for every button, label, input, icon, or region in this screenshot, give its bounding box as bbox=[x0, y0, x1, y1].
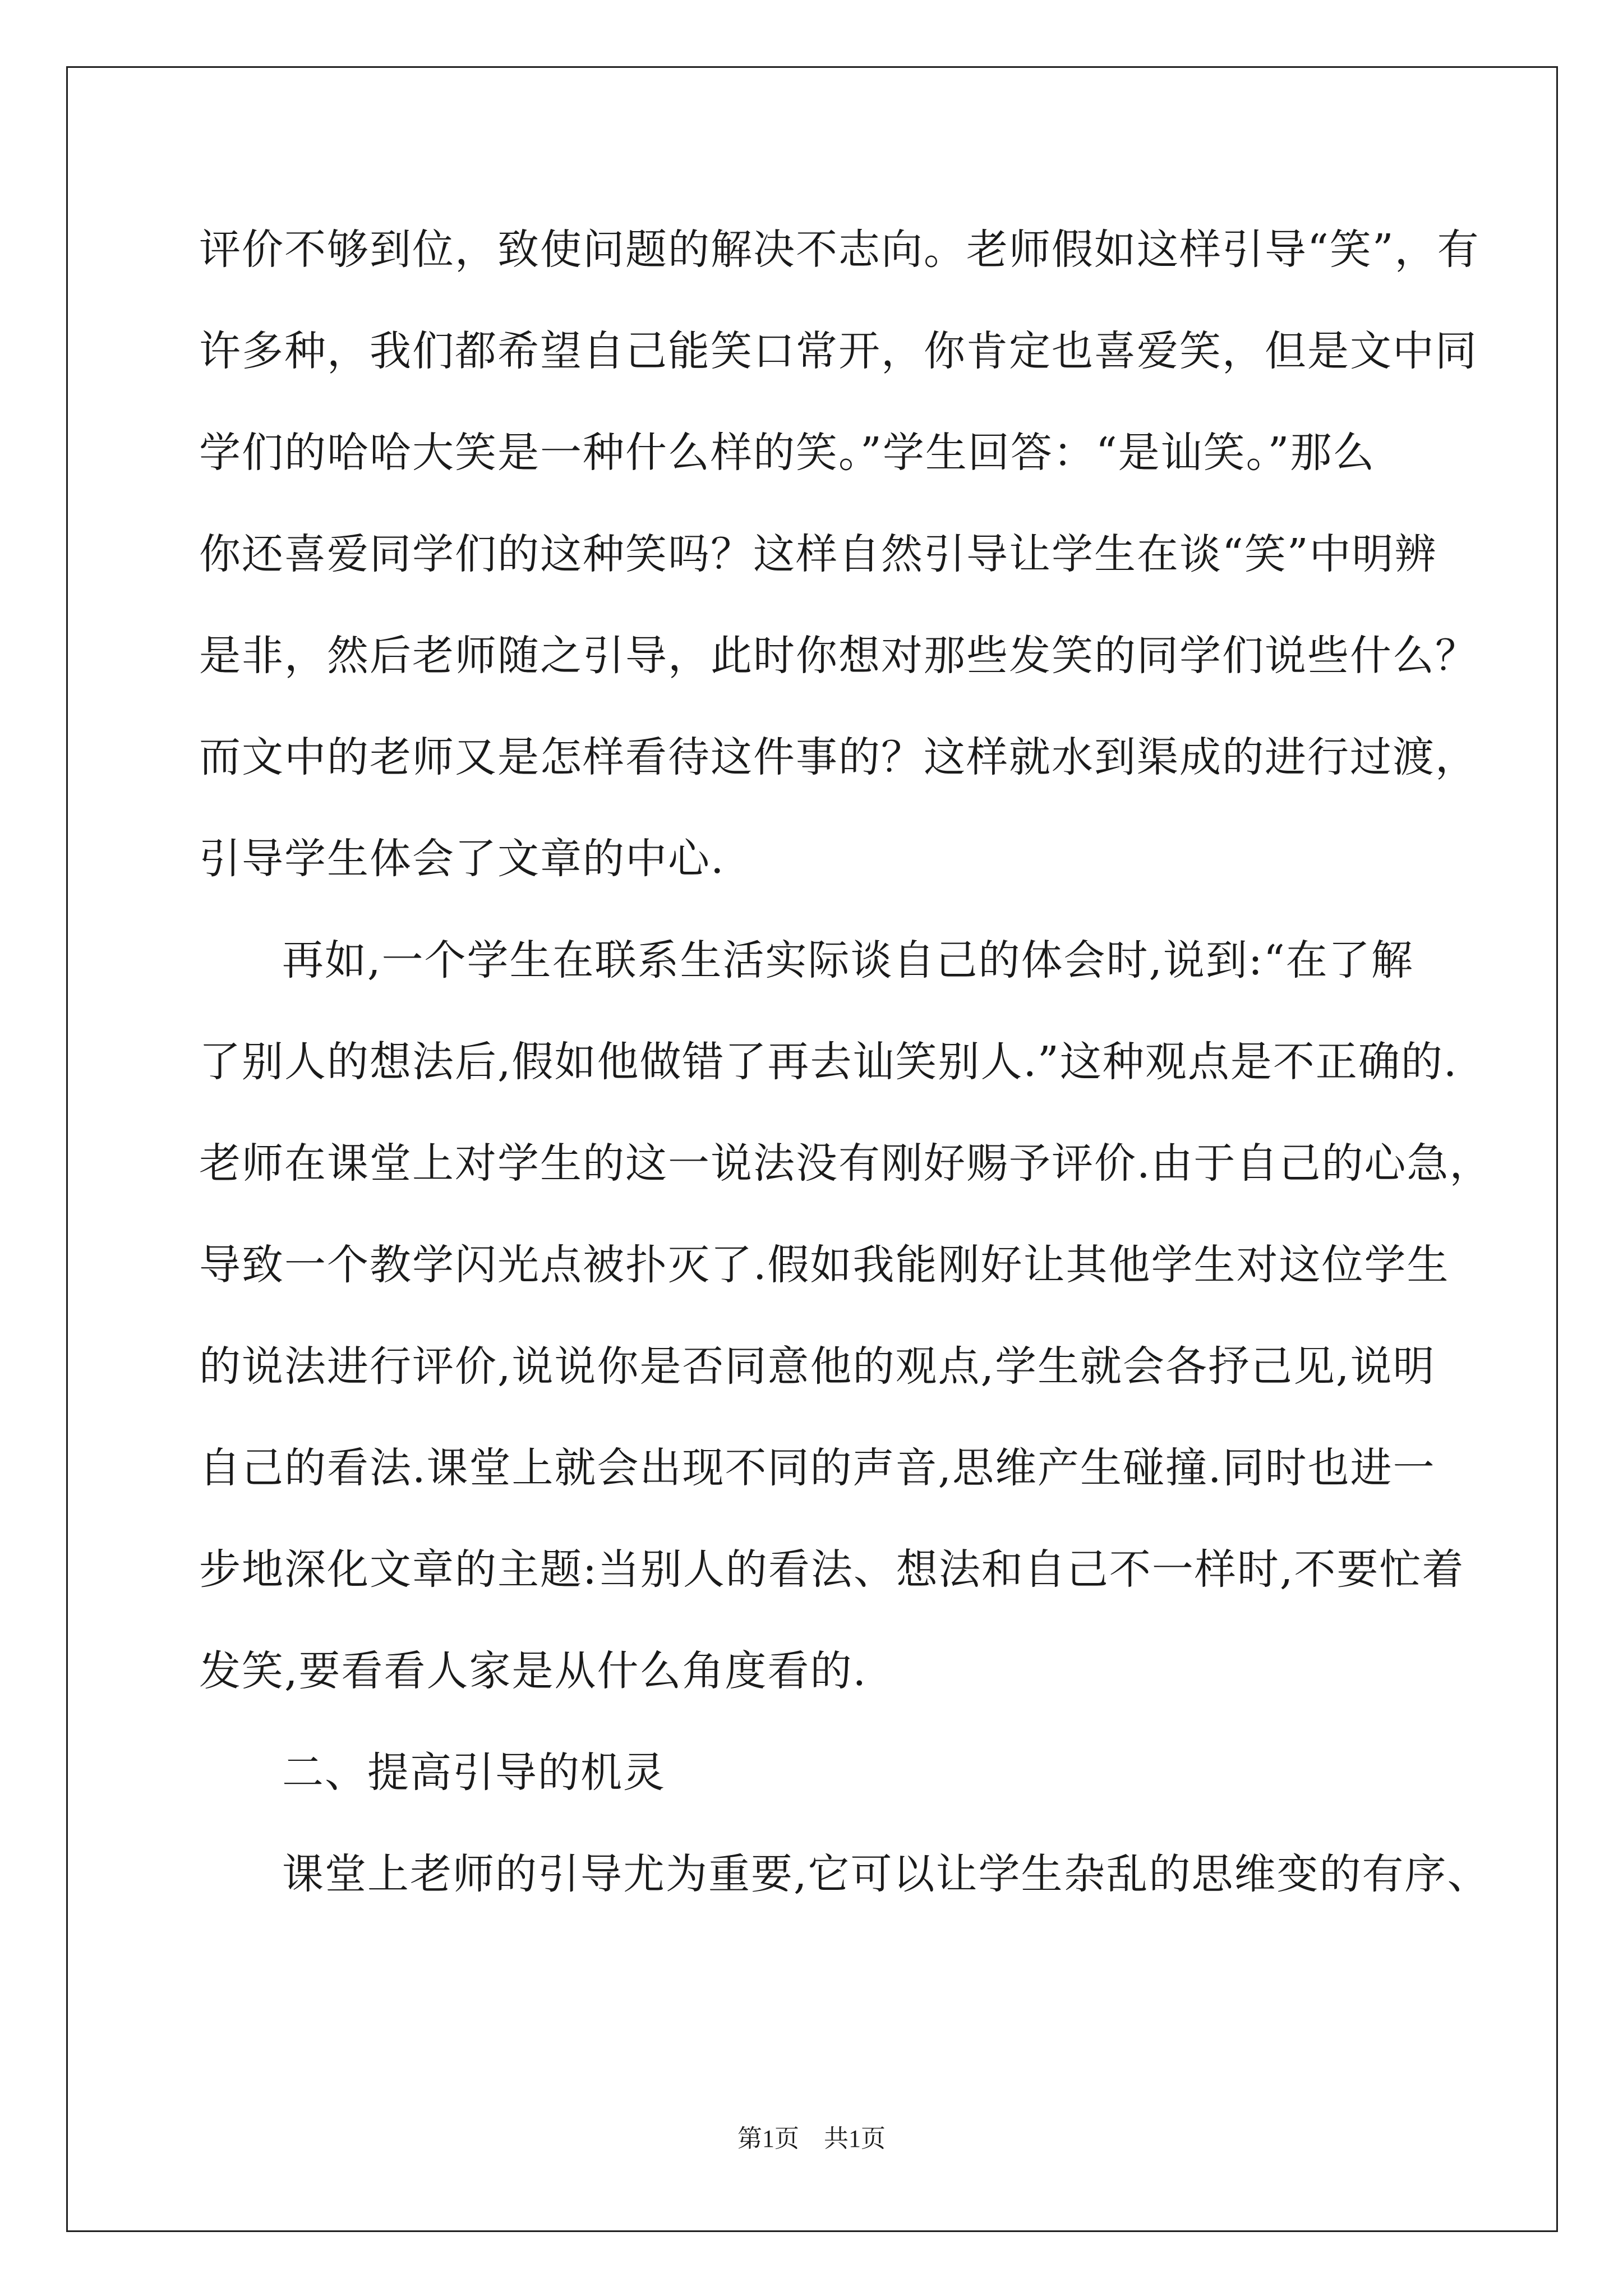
body-text-line: 自己的看法.课堂上就会出现不同的声音,思维产生碰撞.同时也进一 bbox=[199, 1444, 1436, 1492]
paragraph-first-line: 再如,一个学生在联系生活实际谈自己的体会时,说到:“在了解 bbox=[282, 936, 1414, 984]
paragraph-first-line: 课堂上老师的引导尤为重要,它可以让学生杂乱的思维变的有序、 bbox=[282, 1850, 1490, 1898]
body-text-line: 发笑,要看看人家是从什么角度看的. bbox=[199, 1647, 868, 1695]
body-text-line: 而文中的老师又是怎样看待这件事的？这样就水到渠成的进行过渡， bbox=[199, 733, 1478, 781]
body-text-line: 引导学生体会了文章的中心. bbox=[199, 835, 725, 883]
body-text-line: 评价不够到位，致使问题的解决不志向。老师假如这样引导“笑”，有 bbox=[199, 226, 1480, 274]
body-text-line: 是非，然后老师随之引导，此时你想对那些发笑的同学们说些什么？ bbox=[199, 632, 1478, 680]
page-number-footer: 第1页 共1页 bbox=[737, 2125, 886, 2152]
body-text-line: 许多种，我们都希望自己能笑口常开，你肯定也喜爱笑，但是文中同 bbox=[199, 327, 1478, 375]
body-text-line: 步地深化文章的主题:当别人的看法、想法和自己不一样时,不要忙着 bbox=[199, 1545, 1465, 1594]
body-text-line: 你还喜爱同学们的这种笑吗？这样自然引导让学生在谈“笑”中明辨 bbox=[199, 530, 1437, 578]
body-text-line: 导致一个教学闪光点被扑灭了.假如我能刚好让其他学生对这位学生 bbox=[199, 1241, 1450, 1289]
body-text-line: 学们的哈哈大笑是一种什么样的笑。”学生回答：“是讪笑。”那么 bbox=[199, 429, 1376, 477]
section-heading: 二、提高引导的机灵 bbox=[282, 1749, 666, 1797]
body-text-line: 了别人的想法后,假如他做错了再去讪笑别人.”这种观点是不正确的. bbox=[199, 1038, 1458, 1086]
body-text-line: 的说法进行评价,说说你是否同意他的观点,学生就会各抒己见,说明 bbox=[199, 1342, 1436, 1391]
body-text-line: 老师在课堂上对学生的这一说法没有刚好赐予评价.由于自己的心急， bbox=[199, 1139, 1492, 1188]
